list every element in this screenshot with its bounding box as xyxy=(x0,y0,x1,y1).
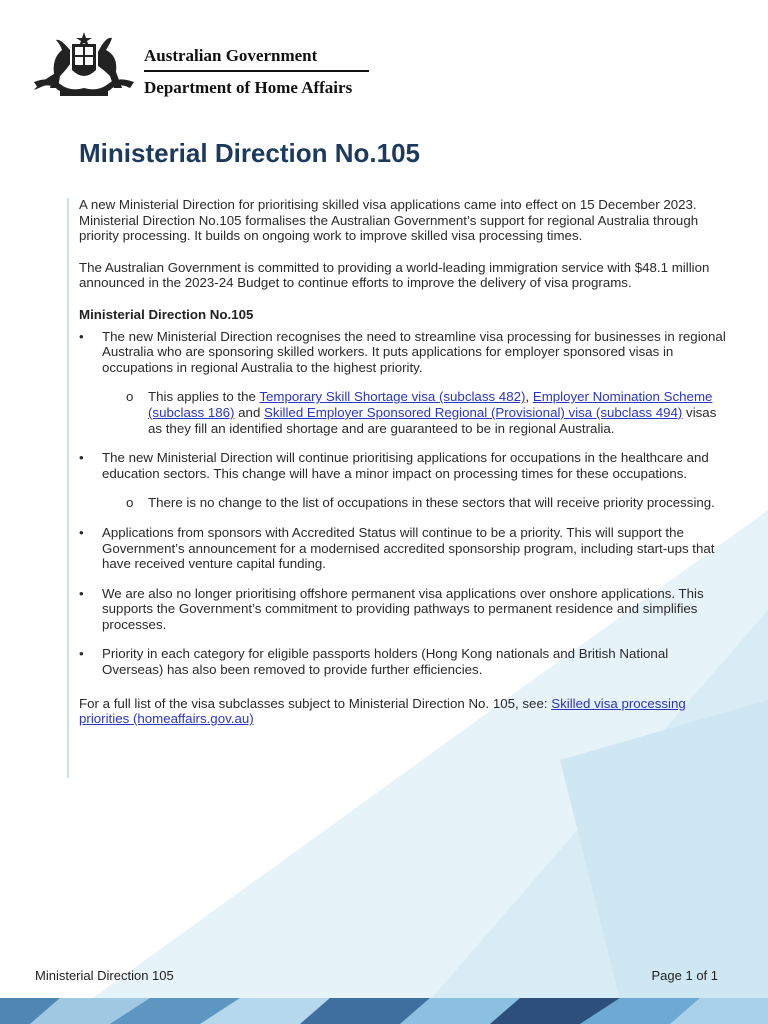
sub-bullet-marker: o xyxy=(126,495,134,511)
sub-item-separator: , xyxy=(525,389,533,405)
sub-list xyxy=(102,389,727,436)
header-divider xyxy=(144,70,369,72)
closing-paragraph xyxy=(79,696,727,727)
bullet-list xyxy=(79,329,727,678)
sub-item-separator: and xyxy=(234,404,265,420)
list-item xyxy=(79,646,727,677)
list-item xyxy=(79,329,727,437)
bullet-marker: • xyxy=(79,450,84,466)
footer-document-name: Ministerial Direction 105 xyxy=(35,968,174,983)
content-side-rule xyxy=(67,198,69,778)
sub-list-item xyxy=(102,389,727,436)
document-body xyxy=(79,197,727,743)
government-name: Australian Government xyxy=(144,46,318,65)
sub-list-item xyxy=(102,495,727,511)
sub-item-prefix: This applies to the xyxy=(148,389,260,405)
list-item xyxy=(79,450,727,511)
list-item-text: Priority in each category for eligible passports holders (Hong Kong nationals and British National Overseas) has also been removed to provide further efficiencies. xyxy=(102,646,669,678)
list-item-text: We are also no longer prioritising offshore permanent visa applications over onshore applications. This supports the Government’s commitment to providing pathways to permanent residence and simplifies processes. xyxy=(102,585,704,632)
list-item-text: The new Ministerial Direction will continue prioritising applications for occupations in the healthcare and education sectors. This change will have a minor impact on processing times for these occupations. xyxy=(102,450,709,481)
list-item-text: The new Ministerial Direction recognises the need to streamline visa processing for businesses in regional Australia who are sponsoring skilled workers. It puts applications for employer sponsored visas in occupations in regional Australia to the highest priority. xyxy=(102,328,726,375)
sub-item-text: There is no change to the list of occupations in these sectors that will receive priority processing. xyxy=(148,495,715,511)
list-item xyxy=(79,586,727,633)
page-title: Ministerial Direction No.105 xyxy=(79,138,420,168)
bullet-marker: • xyxy=(79,328,84,344)
section-subheading: Ministerial Direction No.105 xyxy=(79,306,254,322)
intro-paragraph-1: A new Ministerial Direction for prioritising skilled visa applications came into effect on 15 December 2023. Ministerial Direction No.105 formalises the Australian Government’s support for regional Australia through priority processing. It builds on ongoing work to improve skilled visa processing times. xyxy=(79,197,699,244)
footer-page-number: Page 1 of 1 xyxy=(651,968,718,983)
closing-text: For a full list of the visa subclasses subject to Ministerial Direction No. 105, see: xyxy=(79,695,552,711)
list-item-text: Applications from sponsors with Accredited Status will continue to be a priority. This will support the Government’s announcement for a modernised accredited sponsorship program, including start-ups that have received venture capital funding. xyxy=(102,524,715,572)
link-skilled-visa-priorities[interactable]: Skilled visa processing priorities (homeaffairs.gov.au) xyxy=(79,695,686,727)
link-subclass-482[interactable]: Temporary Skill Shortage visa (subclass 482) xyxy=(259,389,526,405)
link-subclass-494[interactable]: Skilled Employer Sponsored Regional (Provisional) visa (subclass 494) xyxy=(264,404,683,420)
intro-paragraph-2: The Australian Government is committed to providing a world-leading immigration service with $48.1 million announced in the 2023-24 Budget to continue efforts to improve the delivery of visa programs. xyxy=(79,259,710,291)
sub-item-suffix: visas as they fill an identified shortage and are guaranteed to be in regional Australia. xyxy=(148,404,717,436)
bullet-marker: • xyxy=(79,524,84,540)
sub-list xyxy=(102,495,727,511)
sub-bullet-marker: o xyxy=(126,389,134,405)
link-subclass-186[interactable]: Employer Nomination Scheme (subclass 186) xyxy=(148,389,713,420)
bullet-marker: • xyxy=(79,646,84,662)
department-name: Department of Home Affairs xyxy=(144,78,353,97)
list-item xyxy=(79,525,727,572)
bullet-marker: • xyxy=(79,585,84,601)
australian-coat-of-arms-icon xyxy=(30,30,136,100)
